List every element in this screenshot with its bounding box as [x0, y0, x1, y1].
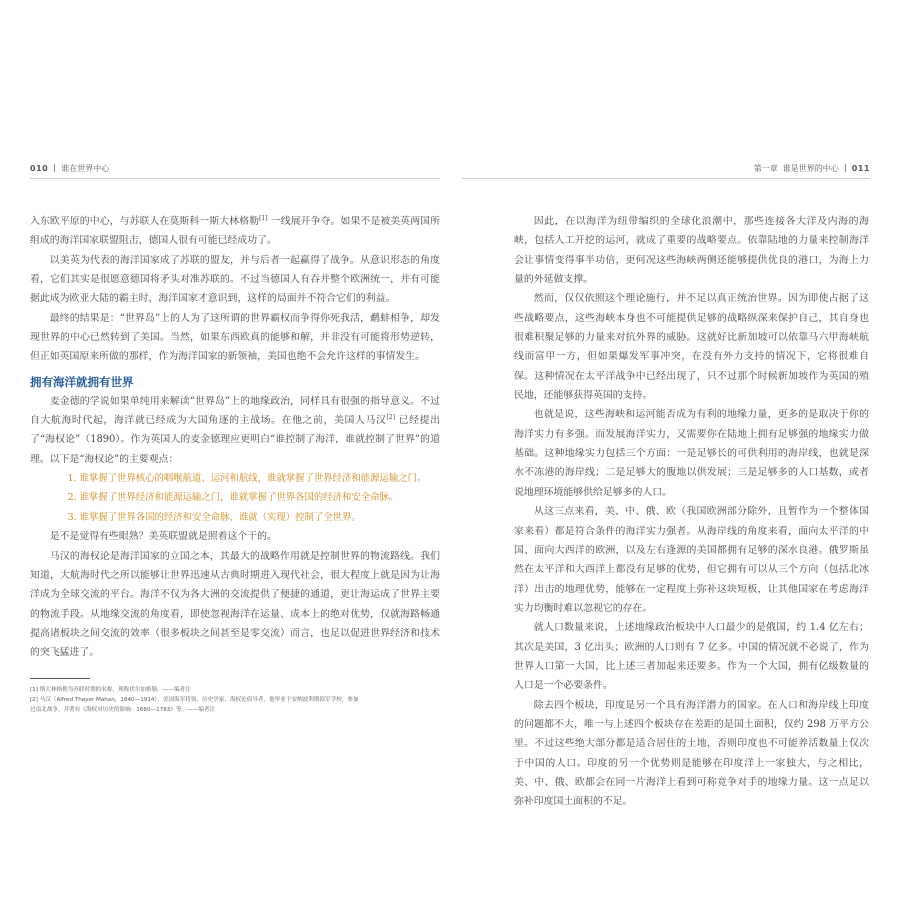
- body-paragraph: 因此，在以海洋为纽带编织的全球化浪潮中，那些连接各大洋及内海的海峡，包括人工开挖的运河，就成了重要的战略要点。依靠陆地的力量来控制海洋会让事情变得事半功倍，更何况这些海峡两侧还能够提供优良的港口，为海上力量的外延做支撑。: [514, 216, 869, 286]
- body-paragraph: 以美英为代表的海洋国家成了苏联的盟友，并与后者一起赢得了战争。从意识形态的角度看，它们其实是很愿意德国将矛头对准苏联的。不过当德国人有吞并整个欧洲统一，并有可能据此成为欧亚大陆的霸主时，海洋国家才意识到，这样的局面并不符合它们的利益。: [30, 254, 440, 305]
- key-point: 3. 谁掌握了世界各国的经济和安全命脉，谁就（实现）控制了全世界。: [67, 511, 361, 523]
- body-paragraph: 最终的结果是：“世界岛”上的人为了这所谓的世界霸权而争得你死我活，鹬蚌相争，却发现世界的中心已然转到了美国。当然，如果东西欧真的能够和解，并非没有可能将形势逆转，但正如英国原来所做的那样，作为海洋国家的新领袖，美国也绝不会允许这样的事情发生。: [30, 312, 440, 363]
- footnote-marker: [1]: [259, 215, 268, 222]
- body-paragraph: 也就是说，这些海峡和运河能否成为有利的地缘力量，更多的是取决于你的海洋实力有多强。而发展海洋实力，又需要你在陆地上拥有足够强的地缘实力做基础。这种地缘实力包括三个方面：一是足够长的可供利用的海岸线，也就是深水不冻港的海岸线；二是足够大的腹地以供发展；三是足够多的人口基数，或者说地理环境能够供给足够多的人口。: [514, 409, 869, 498]
- key-point: 1. 谁掌握了世界核心的咽喉航道、运河和航线，谁就掌握了世界经济和能源运输之门。: [67, 473, 427, 485]
- footnote: [2] 马汉（Alfred Thayer Mahan，1840—1914），美国海军将领、历史学家、海权论倡导者，他毕业于安纳波利斯海军学校，参加过南北战争，并著有《海权对历史的影响：1660—1783》等。——编者注: [30, 696, 359, 713]
- left-header-rule: [30, 178, 440, 179]
- body-paragraph: [30, 212, 440, 251]
- right-page-number: 011: [851, 164, 870, 173]
- header-divider: [54, 164, 55, 172]
- footnote-rule: [30, 678, 90, 679]
- left-page-number: 010: [30, 164, 49, 173]
- body-paragraph: 是不是觉得有些眼熟？美英联盟就是照着这个干的。: [49, 531, 277, 543]
- body-paragraph: 从这三点来看，美、中、俄、欧（我国欧洲部分除外，且暂作为一个整体国家来看）都是符合条件的海洋实力强者。从海岸线的角度来看，面向太平洋的中国、面向大西洋的欧洲，以及左右逢源的美国都拥有足够的深水良港。俄罗斯虽然在太平洋和大西洋上都没有足够的优势，但它拥有可以从三个方向（包括北冰洋）出击的地理优势，能够在一定程度上弥补这块短板，让其他国家在考虑海洋实力均衡时难以忽视它的存在。: [514, 506, 869, 614]
- key-point: 2. 谁掌握了世界经济和能源运输之门，谁就掌握了世界各国的经济和安全命脉。: [67, 492, 399, 504]
- right-page-header: [754, 163, 870, 174]
- text-run: 入东欧平原的中心，与苏联人在莫斯科一斯大林格勒: [30, 216, 260, 227]
- right-header-rule: [462, 178, 870, 179]
- body-paragraph: 就人口数量来说，上述地缘政治板块中人口最少的是俄国，约 1.4 亿左右；其次是美国，3 亿出头；欧洲的人口则有 7 亿多。中国的情况就不必说了，作为世界人口第一大国，比上述三者加起来还要多。作为一个大国，拥有亿级数量的人口是一个必要条件。: [514, 622, 869, 692]
- text-run: 一线展开争夺。如果不是被美英两国所组成的海洋国家联盟阻击，德国人很有可能已经成功了。: [30, 216, 440, 247]
- body-paragraph: 马汉的海权论是海洋国家的立国之本，其最大的战略作用就是控制世界的物流路线。我们知道，大航海时代之所以能够让世界迅速从古典时期进入现代社会，很大程度上就是因为让海洋成为全球交流的平台。海洋不仅为各大洲的交流提供了便捷的通道，更让海运成了世界主要的物流手段。从地缘交流的角度看，即使忽视海洋在运量、成本上的绝对优势，仅就海路畅通提高诸板块之间交流的效率（很多板块之间甚至是零交流）而言，也足以促进世界经济和技术的突飞猛进了。: [30, 550, 440, 659]
- footnote-marker: [2]: [386, 414, 395, 422]
- footnote: [1] 斯大林格勒为苏联时期的名称，现称伏尔加格勒。——编者注: [30, 687, 191, 693]
- chapter-label: 第一章: [753, 164, 778, 173]
- text-run: 麦金德的学说如果单纯用来解读“世界岛”上的地缘政治，同样具有很强的指导意义。不过自大航海时代起，海洋就已经成为大国角逐的主战场。在他之前，美国人马汉: [30, 395, 440, 427]
- right-page-body: [514, 212, 869, 812]
- left-running-title: 谁在世界中心: [61, 164, 110, 173]
- left-page-header: [30, 163, 109, 174]
- right-running-title: 谁是世界的中心: [782, 164, 839, 173]
- text-run: 已经提出了“海权论”（1890）。作为英国人的麦金德理应更明白“谁控制了海洋，谁就控制了世界”的道理。以下是“海权论”的主要观点：: [30, 415, 440, 465]
- footnotes: [30, 686, 362, 715]
- header-divider: [845, 164, 846, 172]
- body-paragraph: [30, 392, 440, 469]
- body-paragraph: 除去四个板块，印度是另一个具有海洋潜力的国家。在人口和海岸线上印度的问题都不大，唯一与上述四个板块存在差距的是国土面积，仅约 298 万平方公里。不过这些绝大部分都是适合居住的土地，否则印度也不可能养活数量上仅次于中国的人口。印度的另一个优势则是能够在印度洋上一家独大，与之相比，美、中、俄、欧都会在同一片海洋上看到可称竞争对手的地缘力量。这一点足以弥补印度国土面积的不足。: [514, 699, 869, 808]
- left-page-body: [30, 212, 440, 663]
- body-paragraph: 然而，仅仅依照这个理论施行，并不足以真正统治世界。因为即使占据了这些战略要点，这些海峡本身也不可能提供足够的战略纵深来保护自己，其自身也很难积聚足够的力量来对抗外界的威胁。这就好比新加坡可以依靠马六甲海峡航线而富甲一方，但如果爆发军事冲突，在没有外力支持的情况下，它将很难自保。这种情况在太平洋战争中已经出现了，只不过那个时候新加坡作为英国的殖民地，还能够获得英国的支持。: [514, 293, 869, 402]
- section-heading: 拥有海洋就拥有世界: [30, 374, 134, 389]
